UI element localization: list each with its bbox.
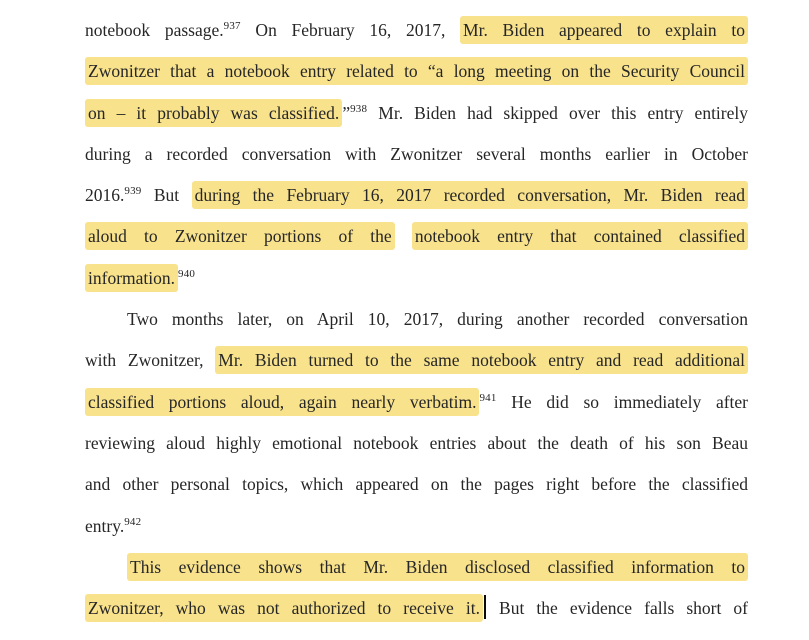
text-segment: ” (342, 102, 351, 123)
highlighted-text: aloud to Zwonitzer portions of the (85, 222, 395, 250)
text-line (85, 506, 748, 547)
highlighted-text: notebook entry that contained classified (412, 222, 748, 250)
text-line (85, 51, 748, 92)
text-segment: He did so immediately after (496, 391, 748, 412)
text-segment: Mr. Biden had skipped over this entry entirely (367, 102, 749, 123)
text-segment: But (141, 185, 192, 206)
text-segment: with Zwonitzer, (85, 350, 216, 371)
footnote-ref: 939 (124, 185, 142, 198)
footnote-ref: 941 (479, 391, 497, 404)
highlighted-text: on – it probably was classified. (85, 99, 342, 127)
text-segment: and other personal topics, which appeared on the pages right before the classified (85, 474, 748, 495)
text-line (85, 93, 748, 134)
highlighted-text: This evidence shows that Mr. Biden disclosed classified information to (127, 553, 748, 581)
text-line (85, 340, 748, 381)
highlighted-text: information. (85, 264, 178, 292)
text-line (85, 134, 748, 175)
highlighted-text: Zwonitzer, who was not authorized to receive it. (85, 594, 483, 622)
text-line (85, 258, 748, 299)
text-segment: notebook passage. (85, 20, 224, 40)
text-segment: entry. (85, 515, 125, 536)
text-line (85, 175, 748, 216)
text-segment: But the evidence falls short of (486, 598, 748, 619)
text-cursor (484, 595, 486, 619)
text-line (85, 216, 748, 257)
highlighted-text: Mr. Biden turned to the same notebook entry and read additional (215, 346, 748, 374)
text-line (85, 547, 748, 588)
footnote-ref: 937 (223, 20, 241, 33)
document-text-block (85, 10, 748, 629)
text-segment: 2016. (85, 185, 125, 206)
text-segment: during a recorded conversation with Zwonitzer several months earlier in October (85, 143, 748, 164)
text-segment: Two months later, on April 10, 2017, during another recorded conversation (127, 309, 748, 330)
text-line (85, 588, 748, 629)
footnote-ref: 938 (350, 102, 368, 115)
text-line (85, 299, 748, 340)
highlighted-text: classified portions aloud, again nearly verbatim. (85, 388, 479, 416)
text-line (85, 464, 748, 505)
highlighted-text: Zwonitzer that a notebook entry related to “a long meeting on the Security Council (85, 57, 748, 85)
highlighted-text: during the February 16, 2017 recorded conversation, Mr. Biden read (192, 181, 748, 209)
text-line (85, 382, 748, 423)
text-line (85, 10, 748, 51)
text-segment: On February 16, 2017, (240, 20, 461, 40)
highlighted-text: Mr. Biden appeared to explain to (460, 16, 748, 44)
text-segment (395, 226, 412, 246)
footnote-ref: 940 (178, 267, 196, 280)
footnote-ref: 942 (124, 515, 142, 528)
text-line (85, 423, 748, 464)
text-segment: reviewing aloud highly emotional notebook entries about the death of his son Beau (85, 432, 748, 453)
